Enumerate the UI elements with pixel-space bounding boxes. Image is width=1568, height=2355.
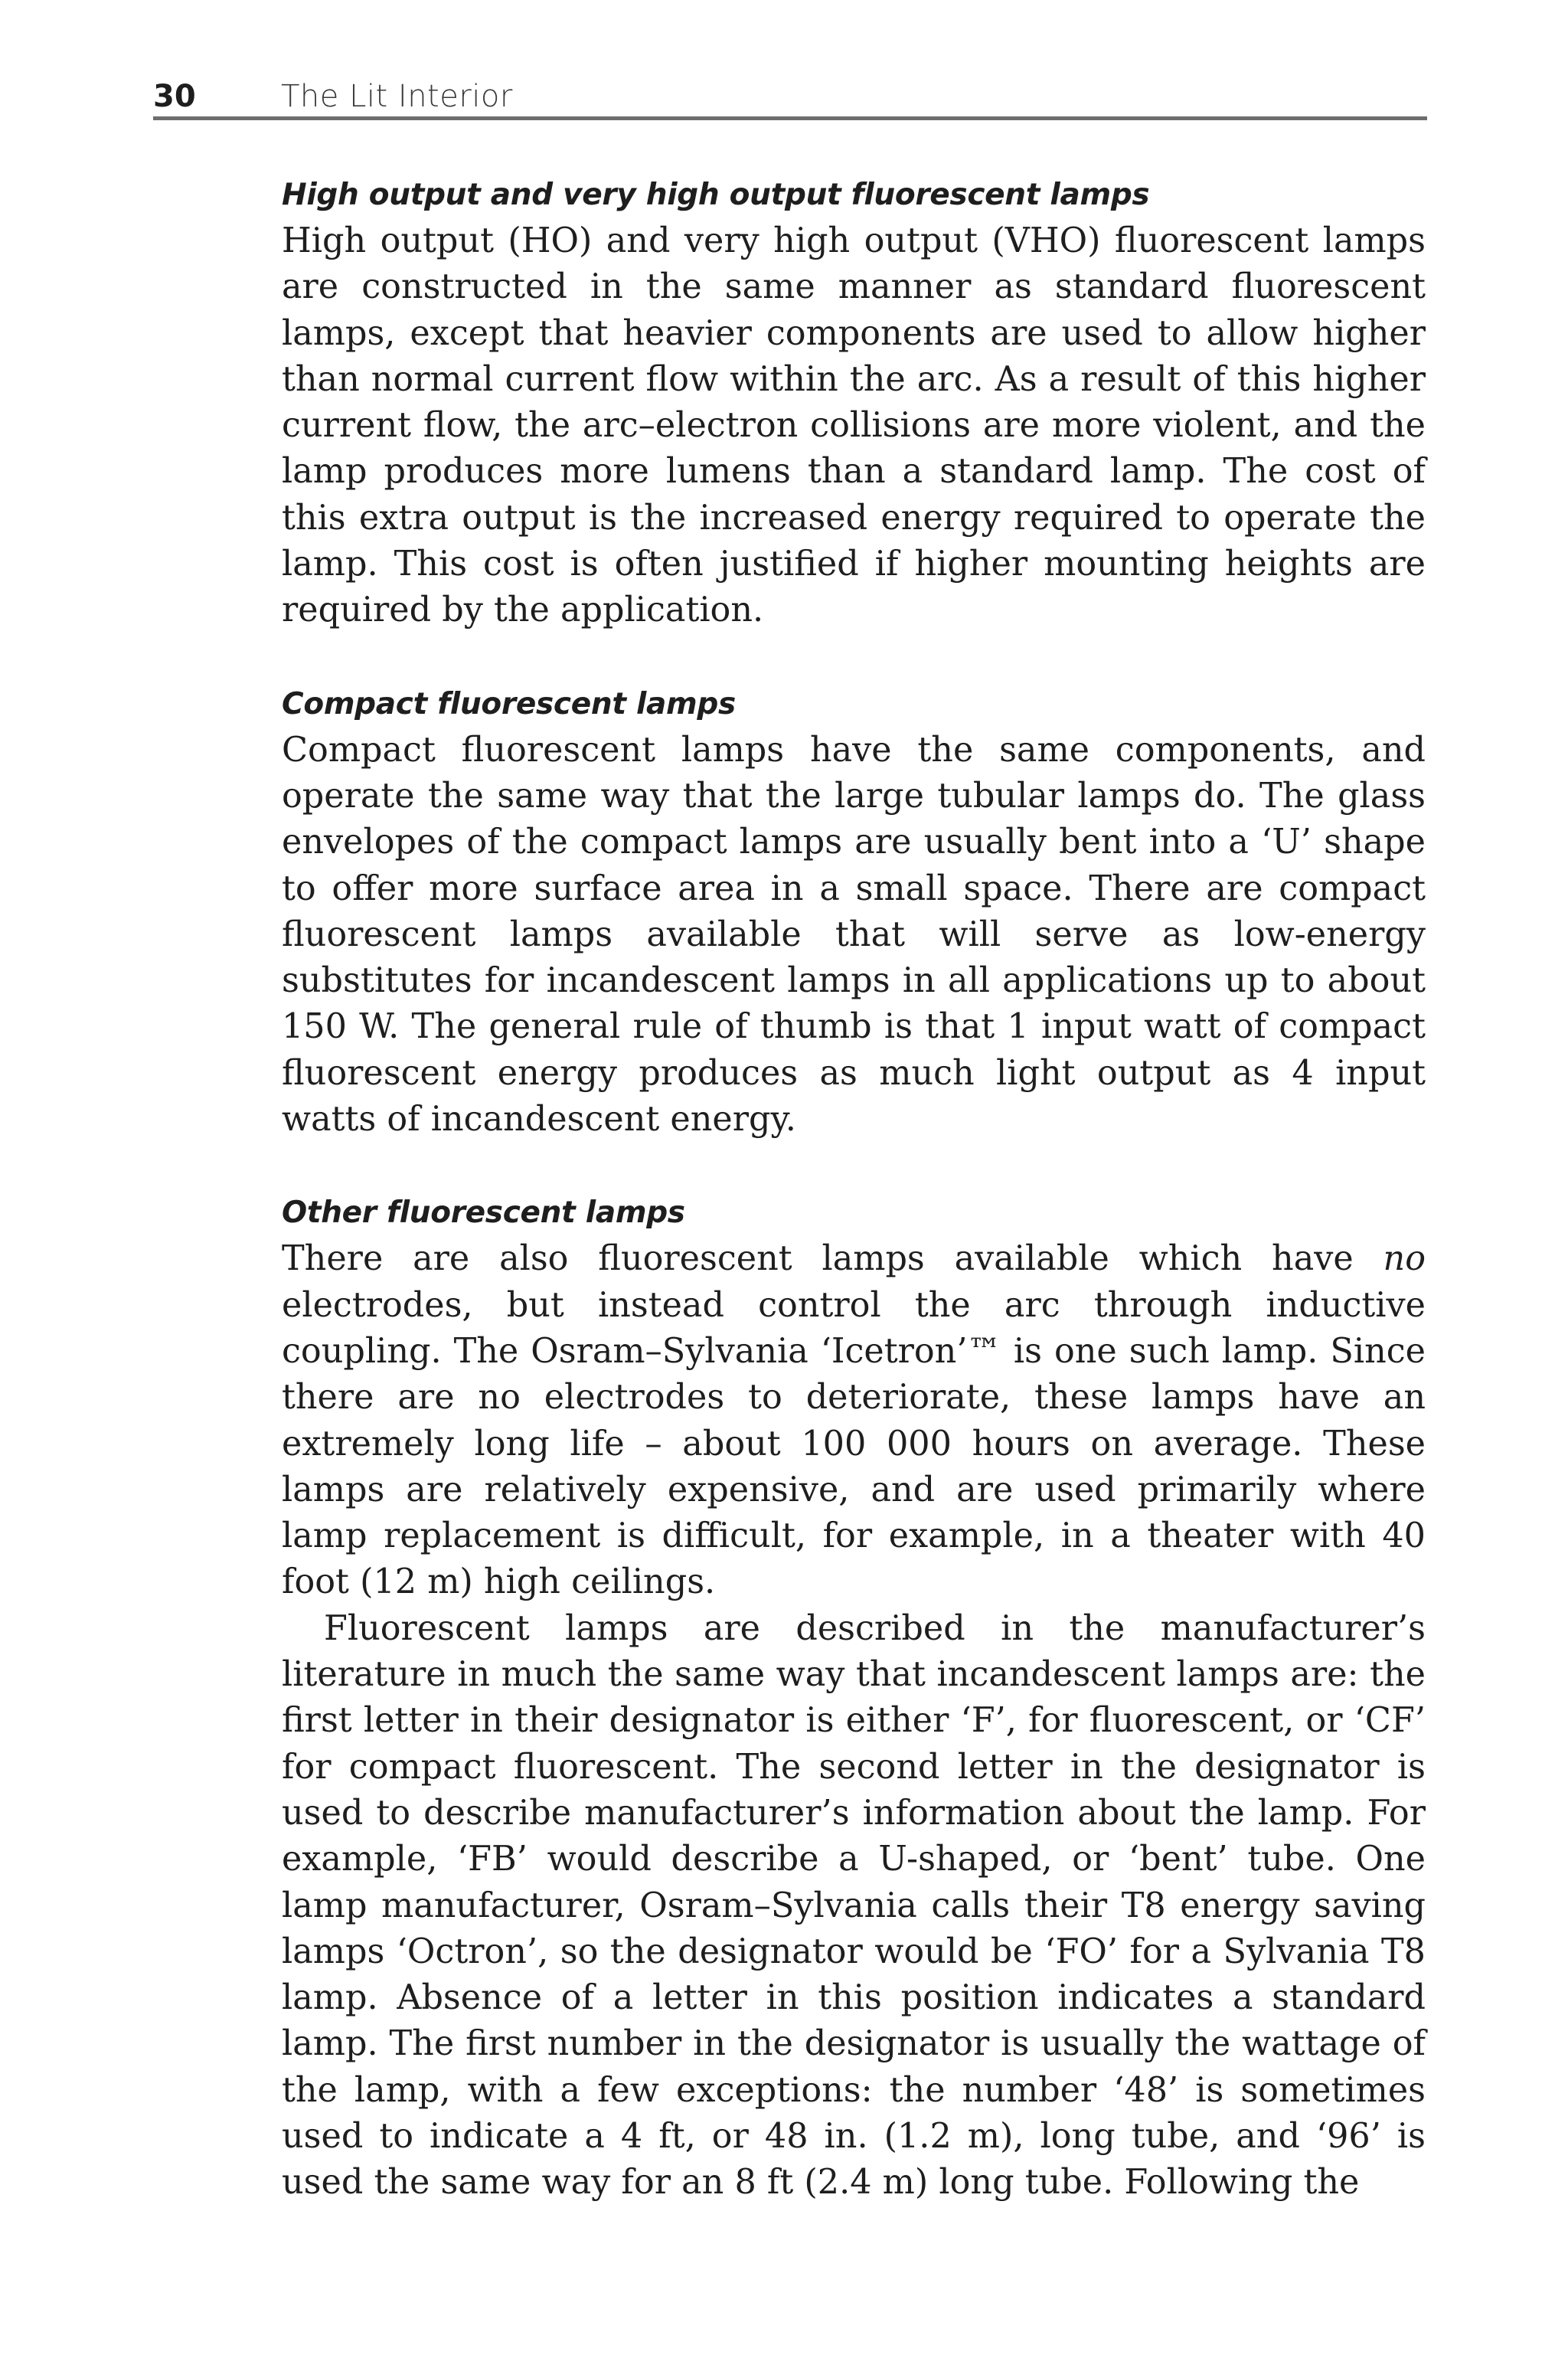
header-rule	[153, 116, 1427, 120]
paragraph-text: There are also fluorescent lamps available which have	[282, 1239, 1354, 1279]
section-heading: Compact fluorescent lamps	[282, 686, 736, 721]
running-head	[153, 77, 1427, 123]
emphasis-text: no	[1383, 1239, 1426, 1279]
body-text	[282, 172, 1426, 2206]
section-paragraph: High output (HO) and very high output (VHO) fluorescent lamps are constructed in the same manner as standard fluorescent lamps, except that heavier components are used to allow higher than normal current flow within the arc. As a result of this higher current flow, the arc–electron collisions are more violent, and the lamp produces more lumens than a standard lamp. The cost of this extra output is the increased energy required to operate the lamp. This cost is often justified if higher mounting heights are required by the application.	[282, 221, 1426, 630]
section-heading: Other fluorescent lamps	[282, 1195, 685, 1231]
section-paragraph-indented: Fluorescent lamps are described in the manufacturer’s literature in much the same way that incandescent lamps are: the first letter in their designator is either ‘F’, for fluorescent, or ‘CF’ for compact fluorescent. The second letter in the designator is used to describe manufacturer’s information about the lamp. For example, ‘FB’ would describe a U-shaped, or ‘bent’ tube. One lamp manufacturer, Osram–Sylvania calls their T8 energy saving lamps ‘Octron’, so the designator would be ‘FO’ for a Sylvania T8 lamp. Absence of a letter in this position indicates a standard lamp. The first number in the designator is usually the wattage of the lamp, with a few exceptions: the number ‘48’ is sometimes used to indicate a 4 ft, or 48 in. (1.2 m), long tube, and ‘96’ is used the same way for an 8 ft (2.4 m) long tube. Following the	[282, 1608, 1426, 2203]
section-compact-lamps	[282, 682, 1426, 1143]
section-spacer	[282, 1143, 1426, 1190]
section-high-output-lamps	[282, 172, 1426, 634]
section-heading: High output and very high output fluorescent lamps	[282, 178, 1150, 212]
paragraph-text: electrodes, but instead control the arc through inductive coupling. The Osram–Sylvania ‘Icetron’™ is one such lamp. Since there are no electrodes to deteriorate, these lamps have an extremely long life – about 100 000 hours on average. These lamps are relatively expensive, and are used primarily where lamp replacement is difficult, for example, in a theater with 40 foot (12 m) high ceilings.	[282, 1285, 1426, 1602]
section-other-lamps	[282, 1190, 1426, 2206]
section-paragraph: Compact fluorescent lamps have the same components, and operate the same way that the large tubular lamps do. The glass envelopes of the compact lamps are usually bent into a ‘U’ shape to offer more surface area in a small space. There are compact fluorescent lamps available that will serve as low-energy substitutes for incandescent lamps in all applications up to about 150 W. The general rule of thumb is that 1 input watt of compact fluorescent energy produces as much light output as 4 input watts of incandescent energy.	[282, 730, 1426, 1140]
section-spacer	[282, 634, 1426, 682]
running-title: The Lit Interior	[281, 79, 513, 114]
section-paragraph	[282, 1236, 1426, 1605]
page-number: 30	[153, 79, 196, 114]
